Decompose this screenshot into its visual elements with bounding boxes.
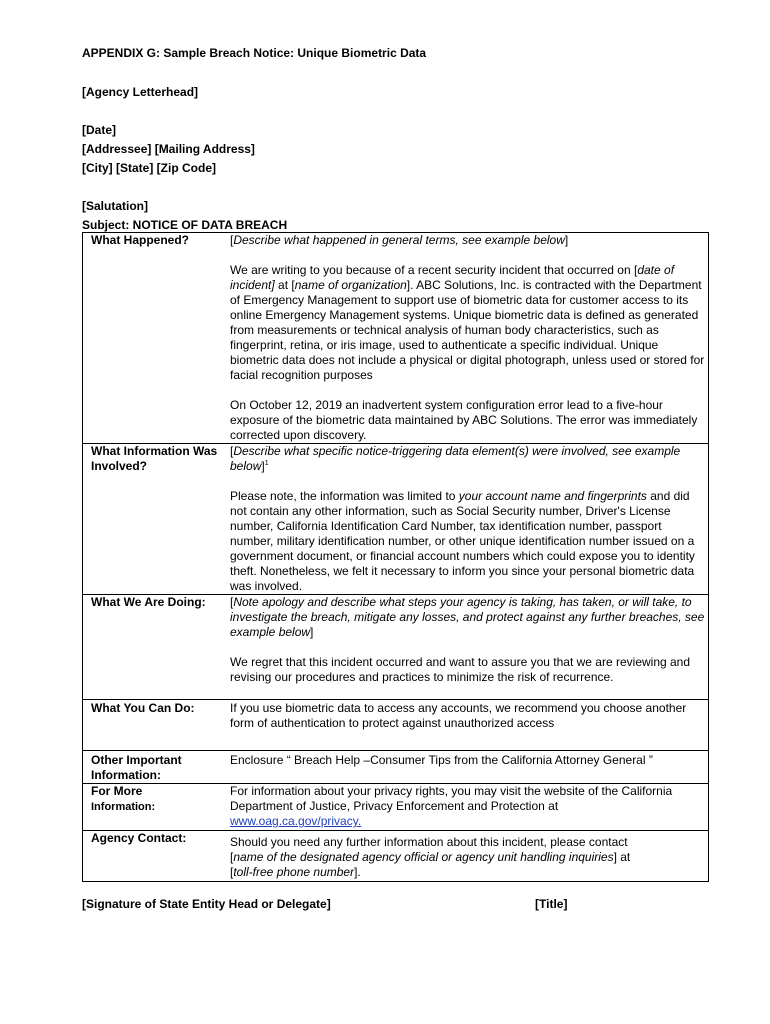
instruction-what-happened: [Describe what happened in general terms, see example below]	[230, 233, 569, 247]
privacy-link[interactable]: www.oag.ca.gov/privacy.	[230, 814, 362, 828]
paragraph-what-happened-2: On October 12, 2019 an inadvertent system configuration error lead to a five-hour exposure of the biometric data maintained by ABC Solutions. The error was immediately corrected upon discovery.	[230, 398, 698, 442]
instruction-what-information: [Describe what specific notice-triggering data element(s) were involved, see example below]$^1$	[230, 444, 681, 473]
date-placeholder: [Date]	[82, 123, 117, 137]
paragraph-other-information: Enclosure “ Breach Help –Consumer Tips from the California Attorney General ”	[230, 753, 653, 767]
document-title: APPENDIX G: Sample Breach Notice: Unique Biometric Data	[82, 46, 427, 60]
label-what-we-are-doing: What We Are Doing:	[91, 595, 206, 609]
label-what-you-can-do: What You Can Do:	[91, 701, 195, 715]
content-what-you-can-do	[224, 700, 709, 751]
breach-notice-table	[82, 232, 709, 882]
city-state-zip-placeholder: [City] [State] [Zip Code]	[82, 161, 216, 175]
content-more-information	[224, 784, 709, 831]
footnote-marker: 1	[264, 460, 269, 467]
row-what-you-can-do	[83, 700, 709, 751]
content-what-we-are-doing	[224, 595, 709, 700]
signature-placeholder: [Signature of State Entity Head or Delegate]	[82, 897, 331, 911]
title-placeholder: [Title]	[535, 897, 568, 911]
paragraph-what-we-are-doing: We regret that this incident occurred and want to assure you that we are reviewing and revising our procedures and practices to minimize the risk of recurrence.	[230, 655, 691, 684]
paragraph-more-information: For information about your privacy rights, you may visit the website of the California Department of Justice, Privacy Enforcement and Protection at	[230, 784, 673, 813]
label-agency-contact: Agency Contact:	[91, 831, 187, 845]
addressee-placeholder: [Addressee] [Mailing Address]	[82, 142, 255, 156]
content-what-information	[224, 444, 709, 595]
content-what-happened	[224, 233, 709, 444]
agency-letterhead: [Agency Letterhead]	[82, 85, 199, 99]
paragraph-what-information: Please note, the information was limited to your account name and fingerprints and did not contain any other information, such as Social Security number, Driver's License number, California Identification Card Number, tax identification number, passport number, military identification number, or other unique identification number issued on a government document, or financial account numbers which could expose you to identity theft. Nonetheless, we felt it necessary to inform you since your personal biometric data was involved.	[230, 489, 695, 593]
row-what-information	[83, 444, 709, 595]
content-other-information	[224, 751, 709, 784]
instruction-what-we-are-doing: [Note apology and describe what steps your agency is taking, has taken, or will take, to investigate the breach, mitigate any losses, and protect against any further breaches, see example below]	[230, 595, 705, 639]
paragraph-what-happened-1: We are writing to you because of a recent security incident that occurred on [date of incident] at [name of organization]. ABC Solutions, Inc. is contracted with the Department of Emergency Management to support use of biometric data for customer access to its online Emergency Management systems. Unique biometric data is defined as generated from measurements or technical analysis of human body characteristics, such as fingerprint, retina, or iris image, used to authenticate a specific individual. Unique biometric data does not include a physical or digital photograph, unless used or stored for facial recognition purposes	[230, 263, 705, 382]
row-agency-contact	[83, 831, 709, 882]
row-other-information	[83, 751, 709, 784]
content-agency-contact	[224, 831, 709, 882]
paragraph-what-you-can-do: If you use biometric data to access any accounts, we recommend you choose another form of authentication to protect against unauthorized access	[230, 701, 687, 730]
label-more-information: For More Information:	[91, 784, 156, 813]
paragraph-agency-contact: Should you need any further information about this incident, please contact [name of the designated agency official or agency unit handling inquiries] at [toll-free phone number].	[230, 835, 631, 879]
label-what-happened: What Happened?	[91, 233, 189, 247]
row-what-happened	[83, 233, 709, 444]
row-more-information	[83, 784, 709, 831]
row-what-we-are-doing	[83, 595, 709, 700]
salutation-placeholder: [Salutation]	[82, 199, 148, 213]
subject-line: Subject: NOTICE OF DATA BREACH	[82, 218, 288, 232]
label-other-information: Other Important Information:	[91, 753, 182, 782]
label-what-information: What Information Was Involved?	[91, 444, 218, 473]
